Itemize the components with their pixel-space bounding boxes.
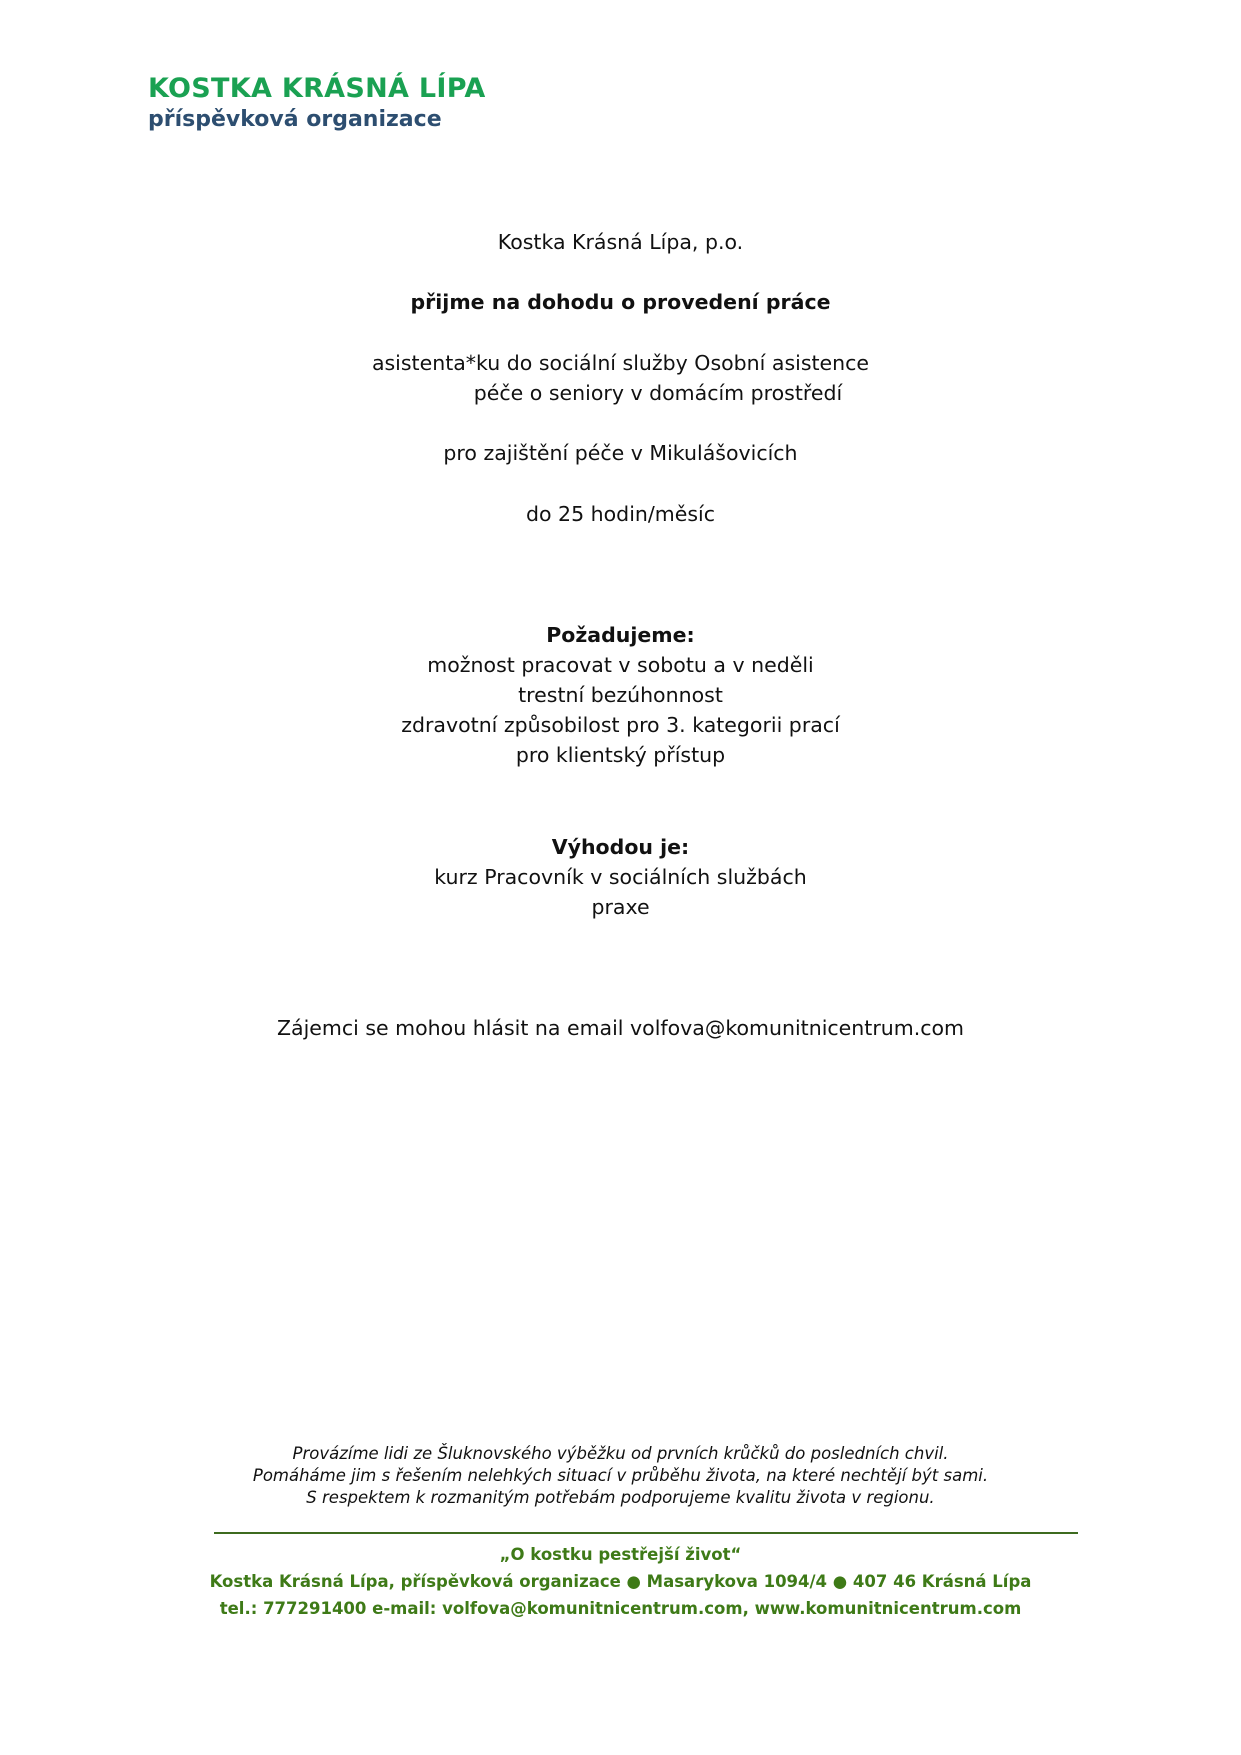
requirement-item: možnost pracovat v sobotu a v neděli (427, 653, 814, 677)
footer-address: Kostka Krásná Lípa, příspěvková organizace ● Masarykova 1094/4 ● 407 46 Krásná Lípa (209, 1572, 1032, 1591)
motto-line: Pomáháme jim s řešením nelehkých situací v průběhu života, na které nechtějí být sami. (252, 1466, 989, 1485)
location-block (0, 438, 1241, 468)
org-type: příspěvková organizace (148, 107, 442, 132)
advantages-section (0, 832, 1241, 922)
org-name: KOSTKA KRÁSNÁ LÍPA (148, 73, 486, 104)
requirements-section (0, 620, 1241, 770)
contact-line: Zájemci se mohou hlásit na email volfova@komunitnicentrum.com (276, 1016, 965, 1040)
requirement-item: trestní bezúhonnost (518, 683, 723, 707)
hours-block (0, 499, 1241, 529)
footer-contact (0, 1541, 1241, 1622)
footer-slogan: „O kostku pestřejší život“ (499, 1545, 742, 1564)
requirement-item: zdravotní způsobilost pro 3. kategorii prací (401, 713, 840, 737)
motto-line: S respektem k rozmanitým potřebám podporujeme kvalitu života v regionu. (306, 1488, 935, 1507)
position-line-2: péče o seniory v domácím prostředí (473, 381, 843, 405)
letterhead (148, 72, 486, 134)
footer-contacts: tel.: 777291400 e-mail: volfova@komunitnicentrum.com, www.komunitnicentrum.com (219, 1599, 1022, 1618)
advantage-item: praxe (591, 895, 650, 919)
advantages-heading: Výhodou je: (551, 835, 690, 859)
hours: do 25 hodin/měsíc (525, 502, 716, 526)
requirements-heading: Požadujeme: (546, 623, 695, 647)
headline: přijme na dohodu o provedení práce (410, 290, 831, 314)
advantage-item: kurz Pracovník v sociálních službách (434, 865, 807, 889)
requirement-item: pro klientský přístup (515, 743, 726, 767)
contact-block (0, 1013, 1241, 1043)
location: pro zajištění péče v Mikulášovicích (443, 441, 798, 465)
headline-block (0, 287, 1241, 317)
motto-line: Provázíme lidi ze Šluknovského výběžku od prvních krůčků do posledních chvil. (292, 1444, 949, 1463)
position-block (0, 348, 1241, 408)
offer-block (0, 227, 1241, 257)
employer: Kostka Krásná Lípa, p.o. (497, 230, 744, 254)
footer-motto (0, 1443, 1241, 1509)
position-line-1: asistenta*ku do sociální služby Osobní asistence (371, 351, 870, 375)
footer-divider (214, 1532, 1078, 1534)
